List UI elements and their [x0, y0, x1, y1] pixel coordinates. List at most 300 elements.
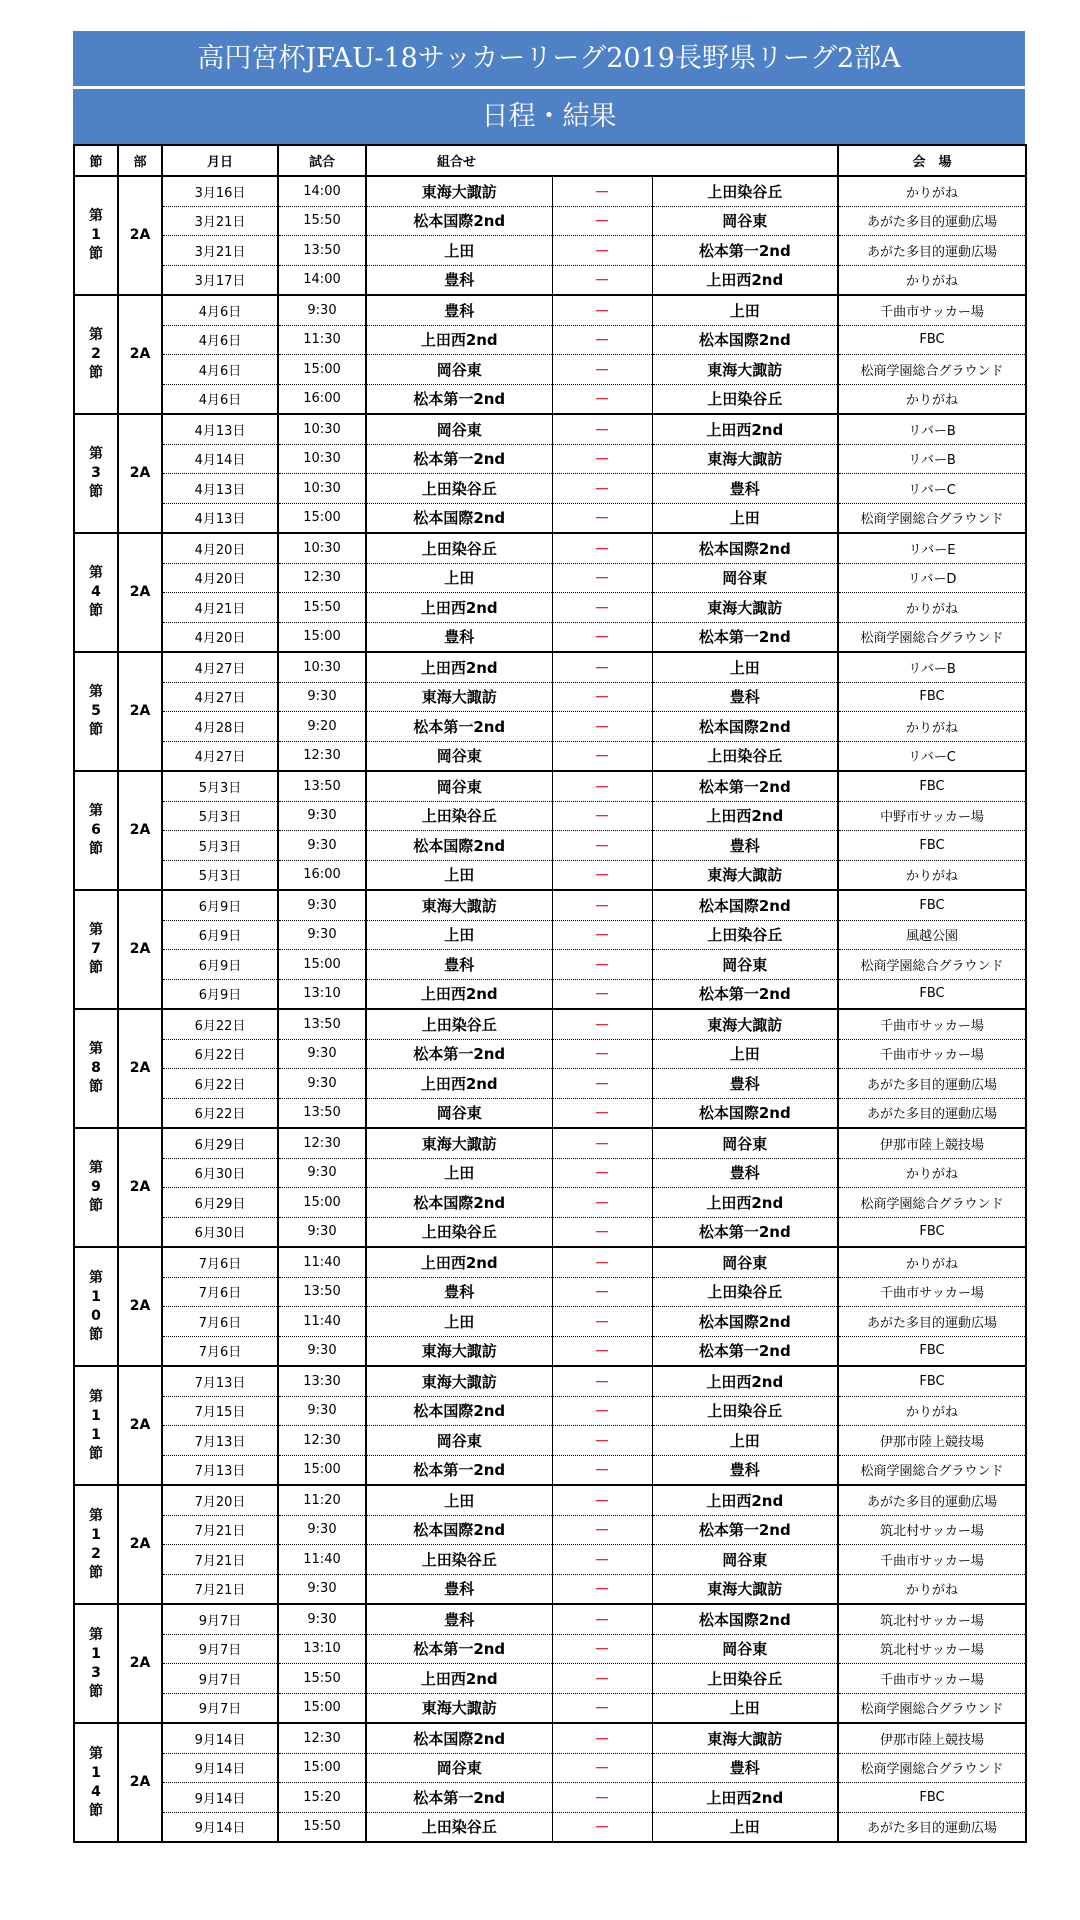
- venue: FBC: [838, 890, 1026, 920]
- match-time: 15:00: [278, 622, 366, 652]
- home-team: 上田: [366, 236, 552, 266]
- home-team: 松本国際2nd: [366, 831, 552, 861]
- away-team: 松本第一2nd: [652, 771, 838, 801]
- match-time: 13:50: [278, 1098, 366, 1128]
- away-team: 東海大諏訪: [652, 593, 838, 623]
- home-team: 上田: [366, 1485, 552, 1515]
- match-time: 15:50: [278, 593, 366, 623]
- home-team: 上田染谷丘: [366, 533, 552, 563]
- table-row: [74, 1366, 1026, 1396]
- match-time: 10:30: [278, 533, 366, 563]
- venue: 風越公園: [838, 920, 1026, 950]
- away-team: 豊科: [652, 1069, 838, 1099]
- venue: 松商学園総合グラウンド: [838, 950, 1026, 980]
- match-time: 10:30: [278, 474, 366, 504]
- match-date: 4月27日: [162, 652, 278, 682]
- match-time: 9:30: [278, 1069, 366, 1099]
- away-team: 上田西2nd: [652, 414, 838, 444]
- venue: 千曲市サッカー場: [838, 295, 1026, 325]
- vs-mark: －: [552, 325, 652, 355]
- venue: 千曲市サッカー場: [838, 1664, 1026, 1694]
- table-row: [74, 979, 1026, 1009]
- match-date: 4月27日: [162, 741, 278, 771]
- home-team: 上田: [366, 563, 552, 593]
- section-label: 第 9 節: [74, 1128, 118, 1247]
- venue: かりがね: [838, 1247, 1026, 1277]
- home-team: 豊科: [366, 1604, 552, 1634]
- venue: 千曲市サッカー場: [838, 1545, 1026, 1575]
- venue: かりがね: [838, 176, 1026, 206]
- vs-mark: －: [552, 503, 652, 533]
- home-team: 岡谷東: [366, 1098, 552, 1128]
- match-date: 6月9日: [162, 890, 278, 920]
- table-row: [74, 1812, 1026, 1842]
- match-time: 15:00: [278, 1455, 366, 1485]
- vs-mark: －: [552, 1783, 652, 1813]
- away-team: 岡谷東: [652, 1634, 838, 1664]
- match-time: 12:30: [278, 741, 366, 771]
- venue: 千曲市サッカー場: [838, 1009, 1026, 1039]
- vs-mark: －: [552, 265, 652, 295]
- away-team: 松本国際2nd: [652, 533, 838, 563]
- venue: リバーB: [838, 652, 1026, 682]
- venue: 伊那市陸上競技場: [838, 1426, 1026, 1456]
- match-time: 11:20: [278, 1485, 366, 1515]
- home-team: 上田: [366, 860, 552, 890]
- vs-mark: －: [552, 1277, 652, 1307]
- vs-mark: －: [552, 1426, 652, 1456]
- match-date: 5月3日: [162, 801, 278, 831]
- match-date: 9月14日: [162, 1812, 278, 1842]
- table-row: [74, 1188, 1026, 1218]
- venue: 中野市サッカー場: [838, 801, 1026, 831]
- match-date: 7月13日: [162, 1426, 278, 1456]
- match-time: 9:30: [278, 1039, 366, 1069]
- home-team: 上田: [366, 1158, 552, 1188]
- table-row: [74, 801, 1026, 831]
- venue: あがた多目的運動広場: [838, 1485, 1026, 1515]
- match-date: 6月9日: [162, 950, 278, 980]
- match-date: 4月20日: [162, 533, 278, 563]
- table-row: [74, 741, 1026, 771]
- match-time: 15:50: [278, 1812, 366, 1842]
- match-time: 9:30: [278, 801, 366, 831]
- header-section: 節: [74, 145, 118, 176]
- table-row: [74, 622, 1026, 652]
- vs-mark: －: [552, 1664, 652, 1694]
- venue: 松商学園総合グラウンド: [838, 503, 1026, 533]
- home-team: 上田西2nd: [366, 1247, 552, 1277]
- match-time: 10:30: [278, 414, 366, 444]
- venue: あがた多目的運動広場: [838, 1307, 1026, 1337]
- venue: かりがね: [838, 384, 1026, 414]
- vs-mark: －: [552, 236, 652, 266]
- away-team: 豊科: [652, 474, 838, 504]
- table-row: [74, 1336, 1026, 1366]
- venue: リバーD: [838, 563, 1026, 593]
- venue: FBC: [838, 1783, 1026, 1813]
- away-team: 岡谷東: [652, 1545, 838, 1575]
- table-row: [74, 384, 1026, 414]
- vs-mark: －: [552, 860, 652, 890]
- match-date: 7月6日: [162, 1307, 278, 1337]
- match-time: 9:30: [278, 1515, 366, 1545]
- home-team: 松本国際2nd: [366, 1396, 552, 1426]
- venue: FBC: [838, 325, 1026, 355]
- table-row: [74, 1604, 1026, 1634]
- section-label: 第 7 節: [74, 890, 118, 1009]
- away-team: 豊科: [652, 1158, 838, 1188]
- table-row: [74, 682, 1026, 712]
- match-time: 11:30: [278, 325, 366, 355]
- venue: 千曲市サッカー場: [838, 1039, 1026, 1069]
- home-team: 上田染谷丘: [366, 1217, 552, 1247]
- venue: FBC: [838, 831, 1026, 861]
- venue: 筑北村サッカー場: [838, 1515, 1026, 1545]
- venue: FBC: [838, 771, 1026, 801]
- table-row: [74, 920, 1026, 950]
- away-team: 東海大諏訪: [652, 1009, 838, 1039]
- venue: かりがね: [838, 860, 1026, 890]
- table-row: [74, 1545, 1026, 1575]
- home-team: 上田西2nd: [366, 1069, 552, 1099]
- vs-mark: －: [552, 593, 652, 623]
- match-date: 4月6日: [162, 384, 278, 414]
- vs-mark: －: [552, 474, 652, 504]
- venue: FBC: [838, 1217, 1026, 1247]
- section-label: 第 1 1 節: [74, 1366, 118, 1485]
- match-time: 9:30: [278, 295, 366, 325]
- away-team: 上田: [652, 1693, 838, 1723]
- table-row: [74, 295, 1026, 325]
- vs-mark: －: [552, 622, 652, 652]
- away-team: 東海大諏訪: [652, 860, 838, 890]
- match-time: 11:40: [278, 1307, 366, 1337]
- division-label: 2A: [118, 1485, 162, 1604]
- table-row: [74, 950, 1026, 980]
- home-team: 豊科: [366, 622, 552, 652]
- match-time: 13:50: [278, 1277, 366, 1307]
- match-time: 15:00: [278, 503, 366, 533]
- home-team: 豊科: [366, 295, 552, 325]
- home-team: 上田西2nd: [366, 325, 552, 355]
- home-team: 松本国際2nd: [366, 1723, 552, 1753]
- venue: 松商学園総合グラウンド: [838, 1693, 1026, 1723]
- match-date: 9月14日: [162, 1723, 278, 1753]
- match-time: 13:10: [278, 979, 366, 1009]
- division-label: 2A: [118, 533, 162, 652]
- vs-mark: －: [552, 444, 652, 474]
- away-team: 上田染谷丘: [652, 741, 838, 771]
- vs-mark: －: [552, 831, 652, 861]
- home-team: 松本国際2nd: [366, 1188, 552, 1218]
- table-row: [74, 325, 1026, 355]
- away-team: 松本第一2nd: [652, 1515, 838, 1545]
- table-row: [74, 831, 1026, 861]
- division-label: 2A: [118, 295, 162, 414]
- away-team: 上田染谷丘: [652, 920, 838, 950]
- vs-mark: －: [552, 1515, 652, 1545]
- venue: かりがね: [838, 1396, 1026, 1426]
- match-time: 13:50: [278, 236, 366, 266]
- match-date: 4月6日: [162, 325, 278, 355]
- table-row: [74, 1455, 1026, 1485]
- away-team: 上田: [652, 1812, 838, 1842]
- match-date: 4月13日: [162, 414, 278, 444]
- division-label: 2A: [118, 1604, 162, 1723]
- match-date: 6月9日: [162, 979, 278, 1009]
- match-date: 7月21日: [162, 1545, 278, 1575]
- match-date: 3月21日: [162, 236, 278, 266]
- vs-mark: －: [552, 741, 652, 771]
- division-label: 2A: [118, 414, 162, 533]
- match-time: 13:10: [278, 1634, 366, 1664]
- division-label: 2A: [118, 1723, 162, 1842]
- match-time: 10:30: [278, 652, 366, 682]
- venue: あがた多目的運動広場: [838, 236, 1026, 266]
- match-time: 10:30: [278, 444, 366, 474]
- away-team: 上田西2nd: [652, 1188, 838, 1218]
- match-date: 6月22日: [162, 1098, 278, 1128]
- match-date: 6月22日: [162, 1039, 278, 1069]
- match-time: 9:30: [278, 1574, 366, 1604]
- home-team: 松本第一2nd: [366, 1039, 552, 1069]
- away-team: 岡谷東: [652, 206, 838, 236]
- match-time: 16:00: [278, 860, 366, 890]
- home-team: 松本第一2nd: [366, 1634, 552, 1664]
- match-date: 6月9日: [162, 920, 278, 950]
- venue: あがた多目的運動広場: [838, 206, 1026, 236]
- home-team: 豊科: [366, 1277, 552, 1307]
- home-team: 東海大諏訪: [366, 1336, 552, 1366]
- section-label: 第 6 節: [74, 771, 118, 890]
- match-time: 15:00: [278, 1188, 366, 1218]
- venue: FBC: [838, 682, 1026, 712]
- match-date: 4月13日: [162, 474, 278, 504]
- table-row: [74, 1009, 1026, 1039]
- away-team: 上田染谷丘: [652, 176, 838, 206]
- venue: リバーC: [838, 741, 1026, 771]
- match-date: 6月29日: [162, 1128, 278, 1158]
- away-team: 岡谷東: [652, 950, 838, 980]
- match-date: 9月7日: [162, 1634, 278, 1664]
- home-team: 岡谷東: [366, 741, 552, 771]
- table-row: [74, 593, 1026, 623]
- venue: リバーB: [838, 444, 1026, 474]
- vs-mark: －: [552, 1753, 652, 1783]
- away-team: 松本第一2nd: [652, 236, 838, 266]
- vs-mark: －: [552, 1039, 652, 1069]
- away-team: 上田西2nd: [652, 1366, 838, 1396]
- away-team: 豊科: [652, 1455, 838, 1485]
- match-time: 9:30: [278, 1336, 366, 1366]
- table-row: [74, 1574, 1026, 1604]
- venue: かりがね: [838, 265, 1026, 295]
- division-label: 2A: [118, 1009, 162, 1128]
- home-team: 東海大諏訪: [366, 890, 552, 920]
- match-date: 6月30日: [162, 1217, 278, 1247]
- vs-mark: －: [552, 1574, 652, 1604]
- match-date: 4月20日: [162, 622, 278, 652]
- venue: かりがね: [838, 1158, 1026, 1188]
- division-label: 2A: [118, 1128, 162, 1247]
- match-date: 4月20日: [162, 563, 278, 593]
- venue: 筑北村サッカー場: [838, 1634, 1026, 1664]
- match-time: 9:30: [278, 1217, 366, 1247]
- vs-mark: －: [552, 1812, 652, 1842]
- match-date: 7月15日: [162, 1396, 278, 1426]
- away-team: 岡谷東: [652, 1247, 838, 1277]
- table-row: [74, 444, 1026, 474]
- vs-mark: －: [552, 1455, 652, 1485]
- home-team: 松本第一2nd: [366, 712, 552, 742]
- vs-mark: －: [552, 355, 652, 385]
- away-team: 上田: [652, 503, 838, 533]
- away-team: 上田西2nd: [652, 1783, 838, 1813]
- home-team: 岡谷東: [366, 355, 552, 385]
- match-time: 9:30: [278, 1158, 366, 1188]
- header-division: 部: [118, 145, 162, 176]
- match-date: 9月14日: [162, 1753, 278, 1783]
- match-date: 4月27日: [162, 682, 278, 712]
- vs-mark: －: [552, 950, 652, 980]
- match-date: 9月7日: [162, 1604, 278, 1634]
- match-time: 13:50: [278, 1009, 366, 1039]
- table-row: [74, 474, 1026, 504]
- page-title: 高円宮杯JFAU-18サッカーリーグ2019長野県リーグ2部A: [73, 31, 1025, 86]
- table-row: [74, 1069, 1026, 1099]
- away-team: 上田: [652, 295, 838, 325]
- away-team: 岡谷東: [652, 1128, 838, 1158]
- table-row: [74, 236, 1026, 266]
- table-row: [74, 652, 1026, 682]
- table-row: [74, 503, 1026, 533]
- match-date: 6月29日: [162, 1188, 278, 1218]
- venue: 松商学園総合グラウンド: [838, 355, 1026, 385]
- table-row: [74, 1783, 1026, 1813]
- match-date: 4月13日: [162, 503, 278, 533]
- vs-mark: －: [552, 176, 652, 206]
- table-row: [74, 1485, 1026, 1515]
- division-label: 2A: [118, 1247, 162, 1366]
- table-body: [74, 176, 1026, 1842]
- match-time: 14:00: [278, 176, 366, 206]
- home-team: 上田西2nd: [366, 652, 552, 682]
- match-date: 9月7日: [162, 1693, 278, 1723]
- vs-mark: －: [552, 1158, 652, 1188]
- table-row: [74, 1515, 1026, 1545]
- match-date: 4月21日: [162, 593, 278, 623]
- venue: 伊那市陸上競技場: [838, 1128, 1026, 1158]
- home-team: 上田: [366, 920, 552, 950]
- table-row: [74, 1396, 1026, 1426]
- match-date: 6月22日: [162, 1009, 278, 1039]
- section-label: 第 8 節: [74, 1009, 118, 1128]
- table-header: [74, 145, 1026, 176]
- match-time: 12:30: [278, 1426, 366, 1456]
- vs-mark: －: [552, 384, 652, 414]
- match-time: 11:40: [278, 1545, 366, 1575]
- match-time: 13:50: [278, 771, 366, 801]
- table-row: [74, 1247, 1026, 1277]
- home-team: 松本第一2nd: [366, 1783, 552, 1813]
- table-row: [74, 265, 1026, 295]
- home-team: 豊科: [366, 1574, 552, 1604]
- table-row: [74, 533, 1026, 563]
- table-row: [74, 414, 1026, 444]
- venue: リバーC: [838, 474, 1026, 504]
- away-team: 上田染谷丘: [652, 1396, 838, 1426]
- table-row: [74, 1039, 1026, 1069]
- table-row: [74, 1217, 1026, 1247]
- home-team: 松本国際2nd: [366, 503, 552, 533]
- home-team: 上田染谷丘: [366, 801, 552, 831]
- match-time: 9:30: [278, 890, 366, 920]
- table-row: [74, 1098, 1026, 1128]
- match-date: 7月21日: [162, 1515, 278, 1545]
- section-label: 第 2 節: [74, 295, 118, 414]
- table-row: [74, 1753, 1026, 1783]
- match-time: 12:30: [278, 563, 366, 593]
- home-team: 東海大諏訪: [366, 1366, 552, 1396]
- vs-mark: －: [552, 1069, 652, 1099]
- venue: かりがね: [838, 1574, 1026, 1604]
- match-time: 15:00: [278, 1753, 366, 1783]
- away-team: 豊科: [652, 831, 838, 861]
- venue: 松商学園総合グラウンド: [838, 1455, 1026, 1485]
- table-row: [74, 771, 1026, 801]
- match-date: 7月13日: [162, 1366, 278, 1396]
- away-team: 上田西2nd: [652, 265, 838, 295]
- table-row: [74, 1664, 1026, 1694]
- schedule-table: [73, 144, 1027, 1843]
- home-team: 岡谷東: [366, 771, 552, 801]
- table-row: [74, 1307, 1026, 1337]
- home-team: 岡谷東: [366, 1753, 552, 1783]
- home-team: 上田西2nd: [366, 979, 552, 1009]
- vs-mark: －: [552, 801, 652, 831]
- venue: FBC: [838, 1366, 1026, 1396]
- table-row: [74, 563, 1026, 593]
- venue: 松商学園総合グラウンド: [838, 622, 1026, 652]
- vs-mark: －: [552, 979, 652, 1009]
- vs-mark: －: [552, 712, 652, 742]
- schedule-sheet: [73, 31, 1025, 1843]
- away-team: 東海大諏訪: [652, 355, 838, 385]
- home-team: 東海大諏訪: [366, 176, 552, 206]
- match-date: 7月21日: [162, 1574, 278, 1604]
- away-team: 松本国際2nd: [652, 1604, 838, 1634]
- match-date: 6月22日: [162, 1069, 278, 1099]
- home-team: 上田染谷丘: [366, 1009, 552, 1039]
- home-team: 東海大諏訪: [366, 1693, 552, 1723]
- home-team: 松本国際2nd: [366, 1515, 552, 1545]
- table-row: [74, 1277, 1026, 1307]
- match-date: 9月7日: [162, 1664, 278, 1694]
- match-time: 15:00: [278, 950, 366, 980]
- match-time: 9:30: [278, 682, 366, 712]
- venue: あがた多目的運動広場: [838, 1812, 1026, 1842]
- match-time: 13:30: [278, 1366, 366, 1396]
- division-label: 2A: [118, 652, 162, 771]
- division-label: 2A: [118, 1366, 162, 1485]
- venue: リバーE: [838, 533, 1026, 563]
- vs-mark: －: [552, 533, 652, 563]
- match-date: 5月3日: [162, 860, 278, 890]
- home-team: 上田: [366, 1307, 552, 1337]
- match-date: 4月6日: [162, 295, 278, 325]
- section-label: 第 1 3 節: [74, 1604, 118, 1723]
